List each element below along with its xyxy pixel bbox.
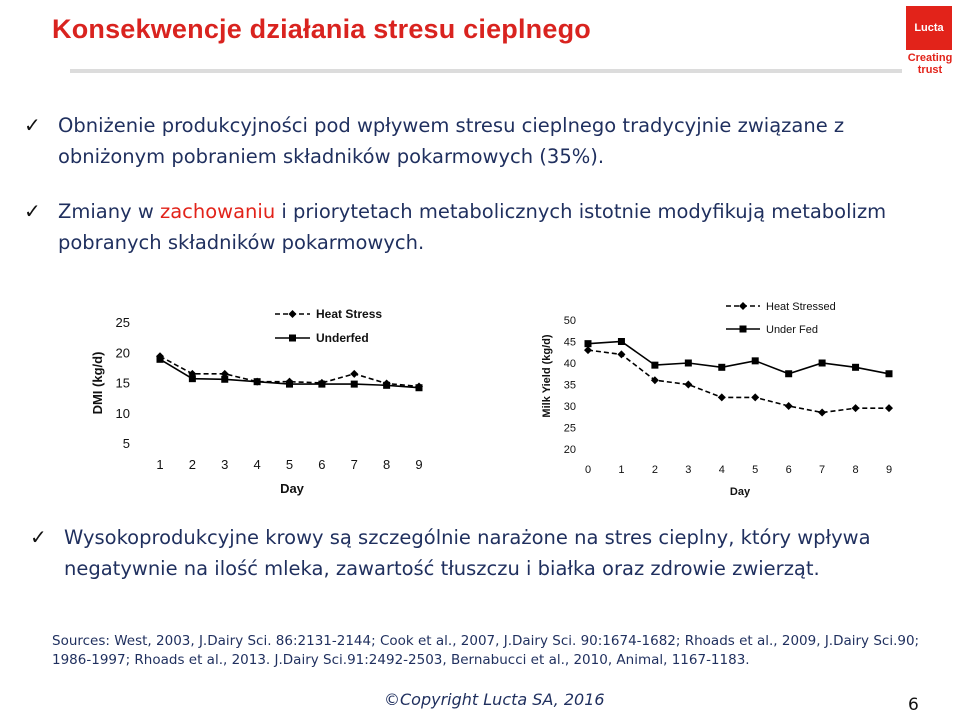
milk-xtick-label: 7 xyxy=(819,464,826,476)
lucta-logo xyxy=(902,4,958,80)
milk-ytick-label: 50 xyxy=(563,315,576,327)
checkmark-icon: ✓ xyxy=(24,113,41,137)
bullet-2-text xyxy=(58,196,924,258)
dmi-legend-label-2: Underfed xyxy=(316,331,369,345)
dmi-y-axis-label: DMI (kg/d) xyxy=(90,351,105,415)
dmi-series-2-point xyxy=(286,381,293,388)
dmi-xtick-label: 9 xyxy=(415,457,423,472)
bullet-1-text: Obniżenie produkcyjności pod wpływem stresu cieplnego tradycyjnie związane z obniżonym pobraniem składników pokarmowych (35%). xyxy=(58,114,845,168)
logo-tagline-line1: Creating xyxy=(907,52,953,64)
sources-text: Sources: West, 2003, J.Dairy Sci. 86:2131-2144; Cook et al., 2007, J.Dairy Sci. 90:1674-1682; Rhoads et al., 2009, J.Dairy Sci.90; 1986-1997; Rhoads et al., 2013. J.Dairy Sci.91:2492-2503, Bernabucci et al., 2010, Animal, 1167-1183. xyxy=(52,633,920,668)
slide-title: Konsekwencje działania stresu cieplnego xyxy=(52,14,591,44)
dmi-legend-marker-1 xyxy=(289,310,297,318)
milk-series-2-point xyxy=(718,364,725,371)
milk-series-1-point xyxy=(885,404,893,412)
milk-xtick-label: 0 xyxy=(584,464,592,476)
milk-series-1-point xyxy=(818,408,826,416)
dmi-xtick-label: 1 xyxy=(156,457,164,472)
milk-legend-marker-1 xyxy=(739,302,747,310)
milk-y-axis-label: Milk Yield (kg/d) xyxy=(541,334,553,418)
milk-series-2-line xyxy=(588,342,889,374)
milk-xtick-label: 6 xyxy=(785,464,792,476)
bullet-1 xyxy=(24,110,924,172)
checkmark-icon: ✓ xyxy=(24,199,41,223)
dmi-xtick-label: 8 xyxy=(383,457,391,472)
milk-xtick-label: 1 xyxy=(618,464,625,476)
dmi-ytick-label: 10 xyxy=(115,405,130,421)
logo-brand: Lucta xyxy=(906,6,952,50)
milk-legend-marker-2 xyxy=(740,326,747,333)
milk-series-2-point xyxy=(852,364,859,371)
dmi-series-2-point xyxy=(189,375,196,382)
checkmark-icon: ✓ xyxy=(30,525,47,549)
milk-series-2-point xyxy=(752,357,759,364)
logo-tagline-line2: trust xyxy=(917,64,943,76)
milk-xtick-label: 2 xyxy=(651,464,658,476)
milk-series-1-point xyxy=(785,402,793,410)
dmi-ytick-label: 20 xyxy=(115,345,130,361)
dmi-xtick-label: 3 xyxy=(221,457,229,472)
dmi-ytick-label: 5 xyxy=(122,436,130,451)
milk-series-2-point xyxy=(819,360,826,367)
dmi-series-2-point xyxy=(351,381,358,388)
milk-ytick-label: 40 xyxy=(563,358,576,370)
dmi-legend-label-1: Heat Stress xyxy=(316,307,383,321)
dmi-xtick-label: 7 xyxy=(350,457,358,472)
milk-xtick-label: 8 xyxy=(852,464,859,476)
dmi-xtick-label: 2 xyxy=(188,457,196,472)
dmi-ytick-label: 25 xyxy=(115,315,130,330)
dmi-series-2-point xyxy=(254,378,261,385)
milk-series-2-point xyxy=(651,362,658,369)
milk-series-2-point xyxy=(785,370,792,377)
milk-xtick-label: 3 xyxy=(685,464,692,476)
page-number: 6 xyxy=(908,695,919,715)
milk-series-1-point xyxy=(751,393,759,401)
dmi-xtick-label: 4 xyxy=(253,457,261,472)
milk-series-1-point xyxy=(852,404,860,412)
milk-series-2-point xyxy=(618,338,625,345)
milk-series-1-point xyxy=(684,381,692,389)
dmi-x-axis-label: Day xyxy=(280,481,304,496)
milk-series-1-point xyxy=(584,346,592,354)
milk-ytick-label: 35 xyxy=(563,379,576,392)
dmi-chart xyxy=(70,290,470,505)
milk-series-1-point xyxy=(718,393,726,401)
dmi-series-2-point xyxy=(383,382,390,389)
milk-series-2-point xyxy=(685,360,692,367)
milk-xtick-label: 4 xyxy=(718,464,725,476)
milk-ytick-label: 25 xyxy=(563,422,576,435)
bullet-2-highlight: zachowaniu xyxy=(159,200,276,223)
dmi-xtick-label: 5 xyxy=(285,457,294,472)
dmi-series-2-point xyxy=(157,356,164,363)
bullet-3 xyxy=(30,522,960,584)
milk-series-2-point xyxy=(585,340,592,347)
dmi-series-2-point xyxy=(221,376,228,383)
dmi-series-1-point xyxy=(350,370,358,378)
milk-x-axis-label: Day xyxy=(729,486,751,498)
dmi-series-2-point xyxy=(318,381,325,388)
logo-tagline xyxy=(902,52,958,76)
bullet-2 xyxy=(24,196,924,258)
dmi-legend-marker-2 xyxy=(289,335,296,342)
bullet-3-text: Wysokoprodukcyjne krowy są szczególnie narażone na stres cieplny, który wpływa negatywnie na ilość mleka, zawartość tłuszczu i białka oraz zdrowie zwierząt. xyxy=(64,526,871,580)
bullet-2-text-before: Zmiany w xyxy=(58,200,160,223)
milk-legend-label-2: Under Fed xyxy=(766,324,818,336)
milk-ytick-label: 20 xyxy=(563,444,576,456)
bullet-2-text-after: i priorytetach metabolicznych istotnie modyfikują metabolizm pobranych składników pokarmowych. xyxy=(58,200,887,254)
milk-xtick-label: 5 xyxy=(752,464,759,476)
milk-legend-label-1: Heat Stressed xyxy=(766,301,836,313)
milk-ytick-label: 30 xyxy=(563,401,576,413)
milk-xtick-label: 9 xyxy=(885,464,893,476)
milk-series-1-point xyxy=(617,350,625,358)
title-divider xyxy=(70,69,902,73)
milk-ytick-label: 45 xyxy=(563,336,576,349)
milk-series-2-point xyxy=(886,370,893,377)
dmi-xtick-label: 6 xyxy=(318,457,326,472)
milk-series-1-line xyxy=(588,350,889,412)
copyright: ©Copyright Lucta SA, 2016 xyxy=(384,690,605,709)
milk-yield-chart xyxy=(530,290,935,505)
dmi-ytick-label: 15 xyxy=(115,375,130,391)
dmi-series-2-point xyxy=(416,384,423,391)
